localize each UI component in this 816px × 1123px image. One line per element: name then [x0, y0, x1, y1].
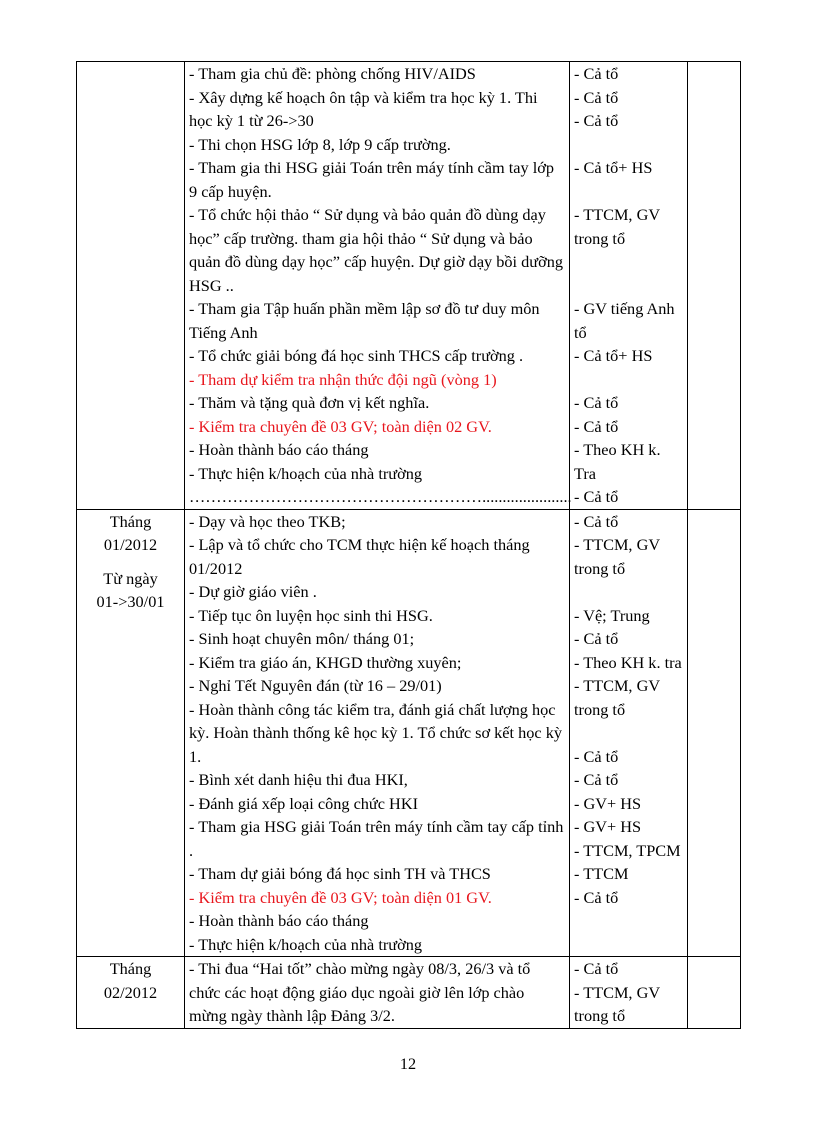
- tasks-cell: [185, 62, 570, 510]
- responsible-item: [574, 133, 683, 157]
- task-item: - Thi đua “Hai tốt” chào mừng ngày 08/3, 26/3 và tổ chức các hoạt động giáo dục ngoài giờ lên lớp chào mừng ngày thành lập Đảng 3/2.: [189, 959, 531, 1025]
- task-item: - Tham dự giải bóng đá học sinh TH và THCS: [189, 864, 491, 883]
- responsible-item: [574, 250, 683, 274]
- responsible-item: - GV+ HS: [574, 817, 642, 836]
- responsible-item: [574, 368, 683, 392]
- task-item: - Tham gia Tập huấn phần mềm lập sơ đồ tư duy môn Tiếng Anh: [189, 299, 540, 342]
- month-cell: [77, 509, 185, 957]
- page-number: 12: [399, 1054, 417, 1073]
- responsible-cell: [570, 957, 688, 1029]
- task-item: - Tổ chức giải bóng đá học sinh THCS cấp trường .: [189, 346, 524, 365]
- responsible-item: - TTCM, TPCM: [574, 840, 681, 860]
- responsible-item: - Cả tổ+ HS: [574, 158, 653, 177]
- task-item: - Kiểm tra giáo án, KHGD thường xuyên;: [189, 652, 462, 672]
- responsible-item: - GV tiếng Anh tổ: [574, 299, 675, 342]
- responsible-item: - GV+ HS: [574, 793, 642, 813]
- responsible-cell: [570, 509, 688, 957]
- responsible-cell: [570, 62, 688, 510]
- tasks-cell: [185, 509, 570, 957]
- task-item: - Tham gia thi HSG giải Toán trên máy tính cầm tay lớp 9 cấp huyện.: [189, 158, 554, 201]
- date-range-value: 01->30/01: [96, 592, 165, 611]
- responsible-item: [574, 274, 683, 298]
- responsible-item: - Cả tổ: [574, 416, 619, 436]
- responsible-item: - TTCM: [574, 864, 629, 883]
- task-item: - Dự giờ giáo viên .: [189, 582, 317, 601]
- plan-table: [76, 61, 741, 1029]
- task-item: - Nghỉ Tết Nguyên đán (từ 16 – 29/01): [189, 676, 442, 695]
- responsible-item: - Cả tổ: [574, 746, 619, 766]
- month-label: Tháng: [109, 959, 152, 978]
- task-item: - Sinh hoạt chuyên môn/ tháng 01;: [189, 629, 415, 648]
- responsible-item: - Cả tổ: [574, 393, 619, 412]
- notes-cell: [688, 509, 741, 957]
- responsible-item: - TTCM, GV trong tổ: [574, 676, 660, 719]
- month-label: Tháng: [109, 511, 152, 531]
- month-cell: [77, 62, 185, 510]
- responsible-item: - TTCM, GV trong tổ: [574, 535, 660, 578]
- responsible-item: - Cả tổ: [574, 770, 619, 789]
- task-item: - Hoàn thành báo cáo tháng: [189, 440, 369, 459]
- responsible-item: - TTCM, GV trong tổ: [574, 205, 660, 248]
- task-item: - Tiếp tục ôn luyện học sinh thi HSG.: [189, 605, 433, 625]
- notes-cell: [688, 957, 741, 1029]
- table-row: [77, 62, 741, 510]
- notes-cell: [688, 62, 741, 510]
- responsible-item: [574, 721, 683, 745]
- responsible-item: - Cả tổ: [574, 487, 619, 506]
- task-item: - Thực hiện k/hoạch của nhà trường: [189, 463, 423, 483]
- responsible-item: - Cả tổ+ HS: [574, 346, 653, 365]
- task-item: - Thực hiện k/hoạch của nhà trường: [189, 934, 423, 954]
- task-item: - Xây dựng kế hoạch ôn tập và kiểm tra học kỳ 1. Thi học kỳ 1 từ 26->30: [189, 87, 538, 130]
- month-value: 01/2012: [103, 535, 158, 554]
- responsible-item: - Cả tổ: [574, 87, 619, 107]
- responsible-item: - Theo KH k. Tra: [574, 440, 661, 483]
- month-value: 02/2012: [103, 982, 158, 1002]
- responsible-item: - Theo KH k. tra: [574, 652, 682, 672]
- responsible-item: - Vệ; Trung: [574, 605, 650, 625]
- task-item: - Hoàn thành báo cáo tháng: [189, 911, 369, 930]
- task-item: ………………………………………………......................: [189, 487, 572, 506]
- responsible-item: - Cả tổ: [574, 111, 619, 130]
- table-row: [77, 509, 741, 957]
- tasks-cell: [185, 957, 570, 1029]
- responsible-item: - Cả tổ: [574, 64, 619, 83]
- task-item: - Thi chọn HSG lớp 8, lớp 9 cấp trường.: [189, 134, 451, 154]
- task-item: - Đánh giá xếp loại công chức HKI: [189, 793, 418, 813]
- table-row: [77, 957, 741, 1029]
- task-item: - Tham gia HSG giải Toán trên máy tính cầm tay cấp tỉnh .: [189, 817, 564, 860]
- responsible-item: - Cả tổ: [574, 511, 619, 531]
- responsible-item: - Cả tổ: [574, 629, 619, 648]
- task-item: - Tổ chức hội thảo “ Sử dụng và bảo quản đồ dùng dạy học” cấp trường. tham gia hội thảo “ Sử dụng và bảo quản đồ dùng dạy học” cấp huyện. Dự giờ dạy bồi dưỡng HSG ..: [189, 205, 563, 295]
- responsible-item: - Cả tổ: [574, 887, 619, 907]
- task-item: - Tham gia chủ đề: phòng chống HIV/AIDS: [189, 64, 476, 83]
- responsible-item: - Cả tổ: [574, 959, 619, 978]
- task-item: - Kiểm tra chuyên đề 03 GV; toàn diện 01 GV.: [189, 887, 492, 907]
- responsible-item: [574, 580, 683, 604]
- task-item: - Lập và tổ chức cho TCM thực hiện kế hoạch tháng 01/2012: [189, 535, 530, 578]
- date-range-label: Từ ngày: [103, 568, 158, 588]
- task-item: - Dạy và học theo TKB;: [189, 511, 346, 531]
- task-item: - Thăm và tặng quà đơn vị kết nghĩa.: [189, 393, 430, 412]
- task-item: - Kiểm tra chuyên đề 03 GV; toàn diện 02 GV.: [189, 416, 492, 436]
- task-item: - Tham dự kiểm tra nhận thức đội ngũ (vòng 1): [189, 369, 497, 389]
- responsible-item: [574, 180, 683, 204]
- task-item: - Bình xét danh hiệu thi đua HKI,: [189, 770, 408, 789]
- month-cell: [77, 957, 185, 1029]
- responsible-item: - TTCM, GV trong tổ: [574, 982, 660, 1025]
- task-item: - Hoàn thành công tác kiểm tra, đánh giá chất lượng học kỳ. Hoàn thành thống kê học kỳ 1. Tổ chức sơ kết học kỳ 1.: [189, 699, 562, 766]
